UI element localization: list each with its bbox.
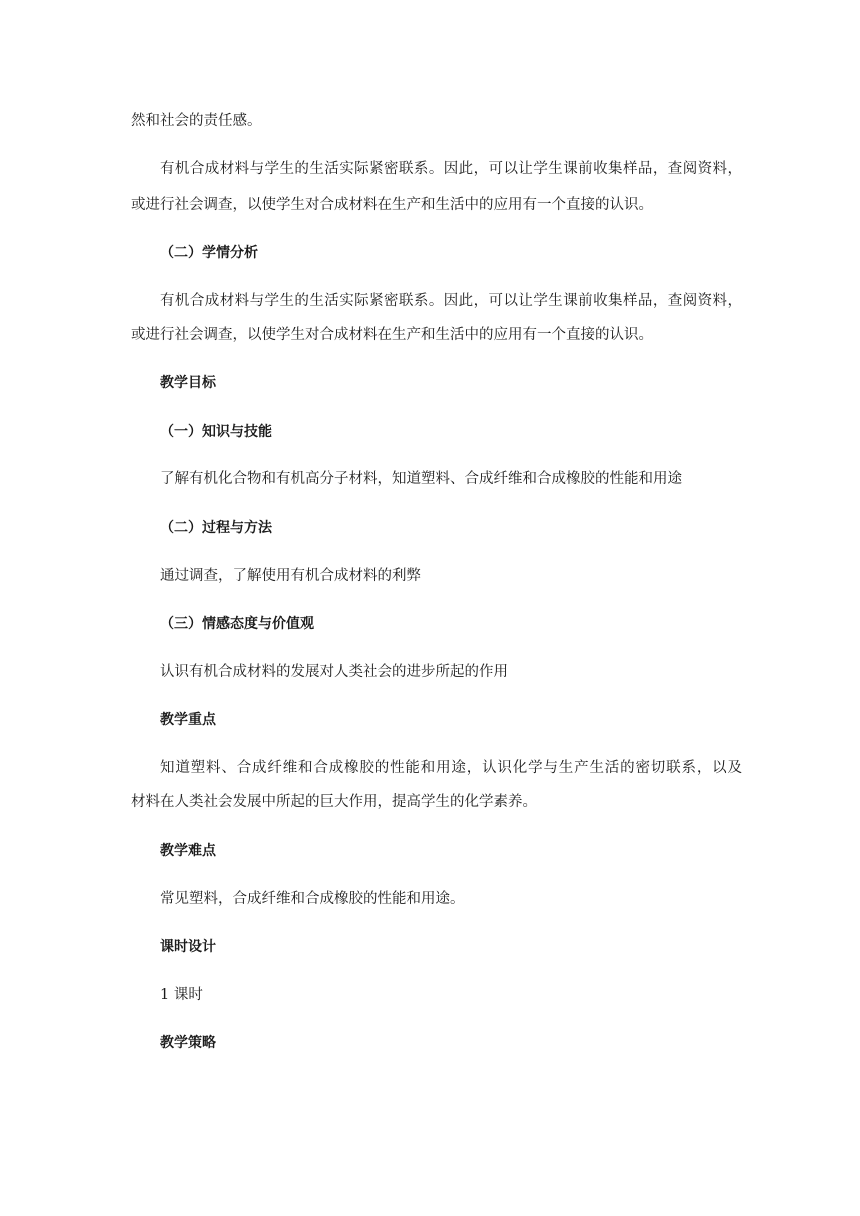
- section-heading: （一）知识与技能: [160, 424, 272, 440]
- section-heading: 教学重点: [160, 712, 216, 728]
- paragraph-line: 知道塑料、合成纤维和合成橡胶的性能和用途，认识化学与生产生活的密切联系，以及: [160, 760, 742, 776]
- paragraph-line: 了解有机化合物和有机高分子材料，知道塑料、合成纤维和合成橡胶的性能和用途: [160, 471, 682, 487]
- paragraph-line: 或进行社会调查，以使学生对合成材料在生产和生活中的应用有一个直接的认识。: [131, 327, 653, 343]
- section-heading: 课时设计: [160, 939, 216, 955]
- section-heading: （二）学情分析: [160, 245, 258, 261]
- paragraph-line: 有机合成材料与学生的生活实际紧密联系。因此，可以让学生课前收集样品，查阅资料，: [160, 293, 742, 309]
- paragraph-line: 通过调查，了解使用有机合成材料的利弊: [160, 568, 421, 584]
- section-heading: （二）过程与方法: [160, 520, 272, 536]
- section-heading: 教学难点: [160, 843, 216, 859]
- paragraph-line: 有机合成材料与学生的生活实际紧密联系。因此，可以让学生课前收集样品，查阅资料，: [160, 161, 742, 177]
- paragraph-line: 或进行社会调查，以使学生对合成材料在生产和生活中的应用有一个直接的认识。: [131, 197, 653, 213]
- section-heading: 教学策略: [160, 1035, 216, 1051]
- paragraph-line: 1 课时: [160, 987, 203, 1003]
- paragraph-line: 材料在人类社会发展中所起的巨大作用，提高学生的化学素养。: [131, 794, 537, 810]
- paragraph-line: 常见塑料，合成纤维和合成橡胶的性能和用途。: [160, 891, 465, 907]
- paragraph-line: 认识有机合成材料的发展对人类社会的进步所起的作用: [160, 664, 508, 680]
- section-heading: （三）情感态度与价值观: [160, 616, 314, 632]
- paragraph-line: 然和社会的责任感。: [131, 113, 262, 129]
- section-heading: 教学目标: [160, 375, 216, 391]
